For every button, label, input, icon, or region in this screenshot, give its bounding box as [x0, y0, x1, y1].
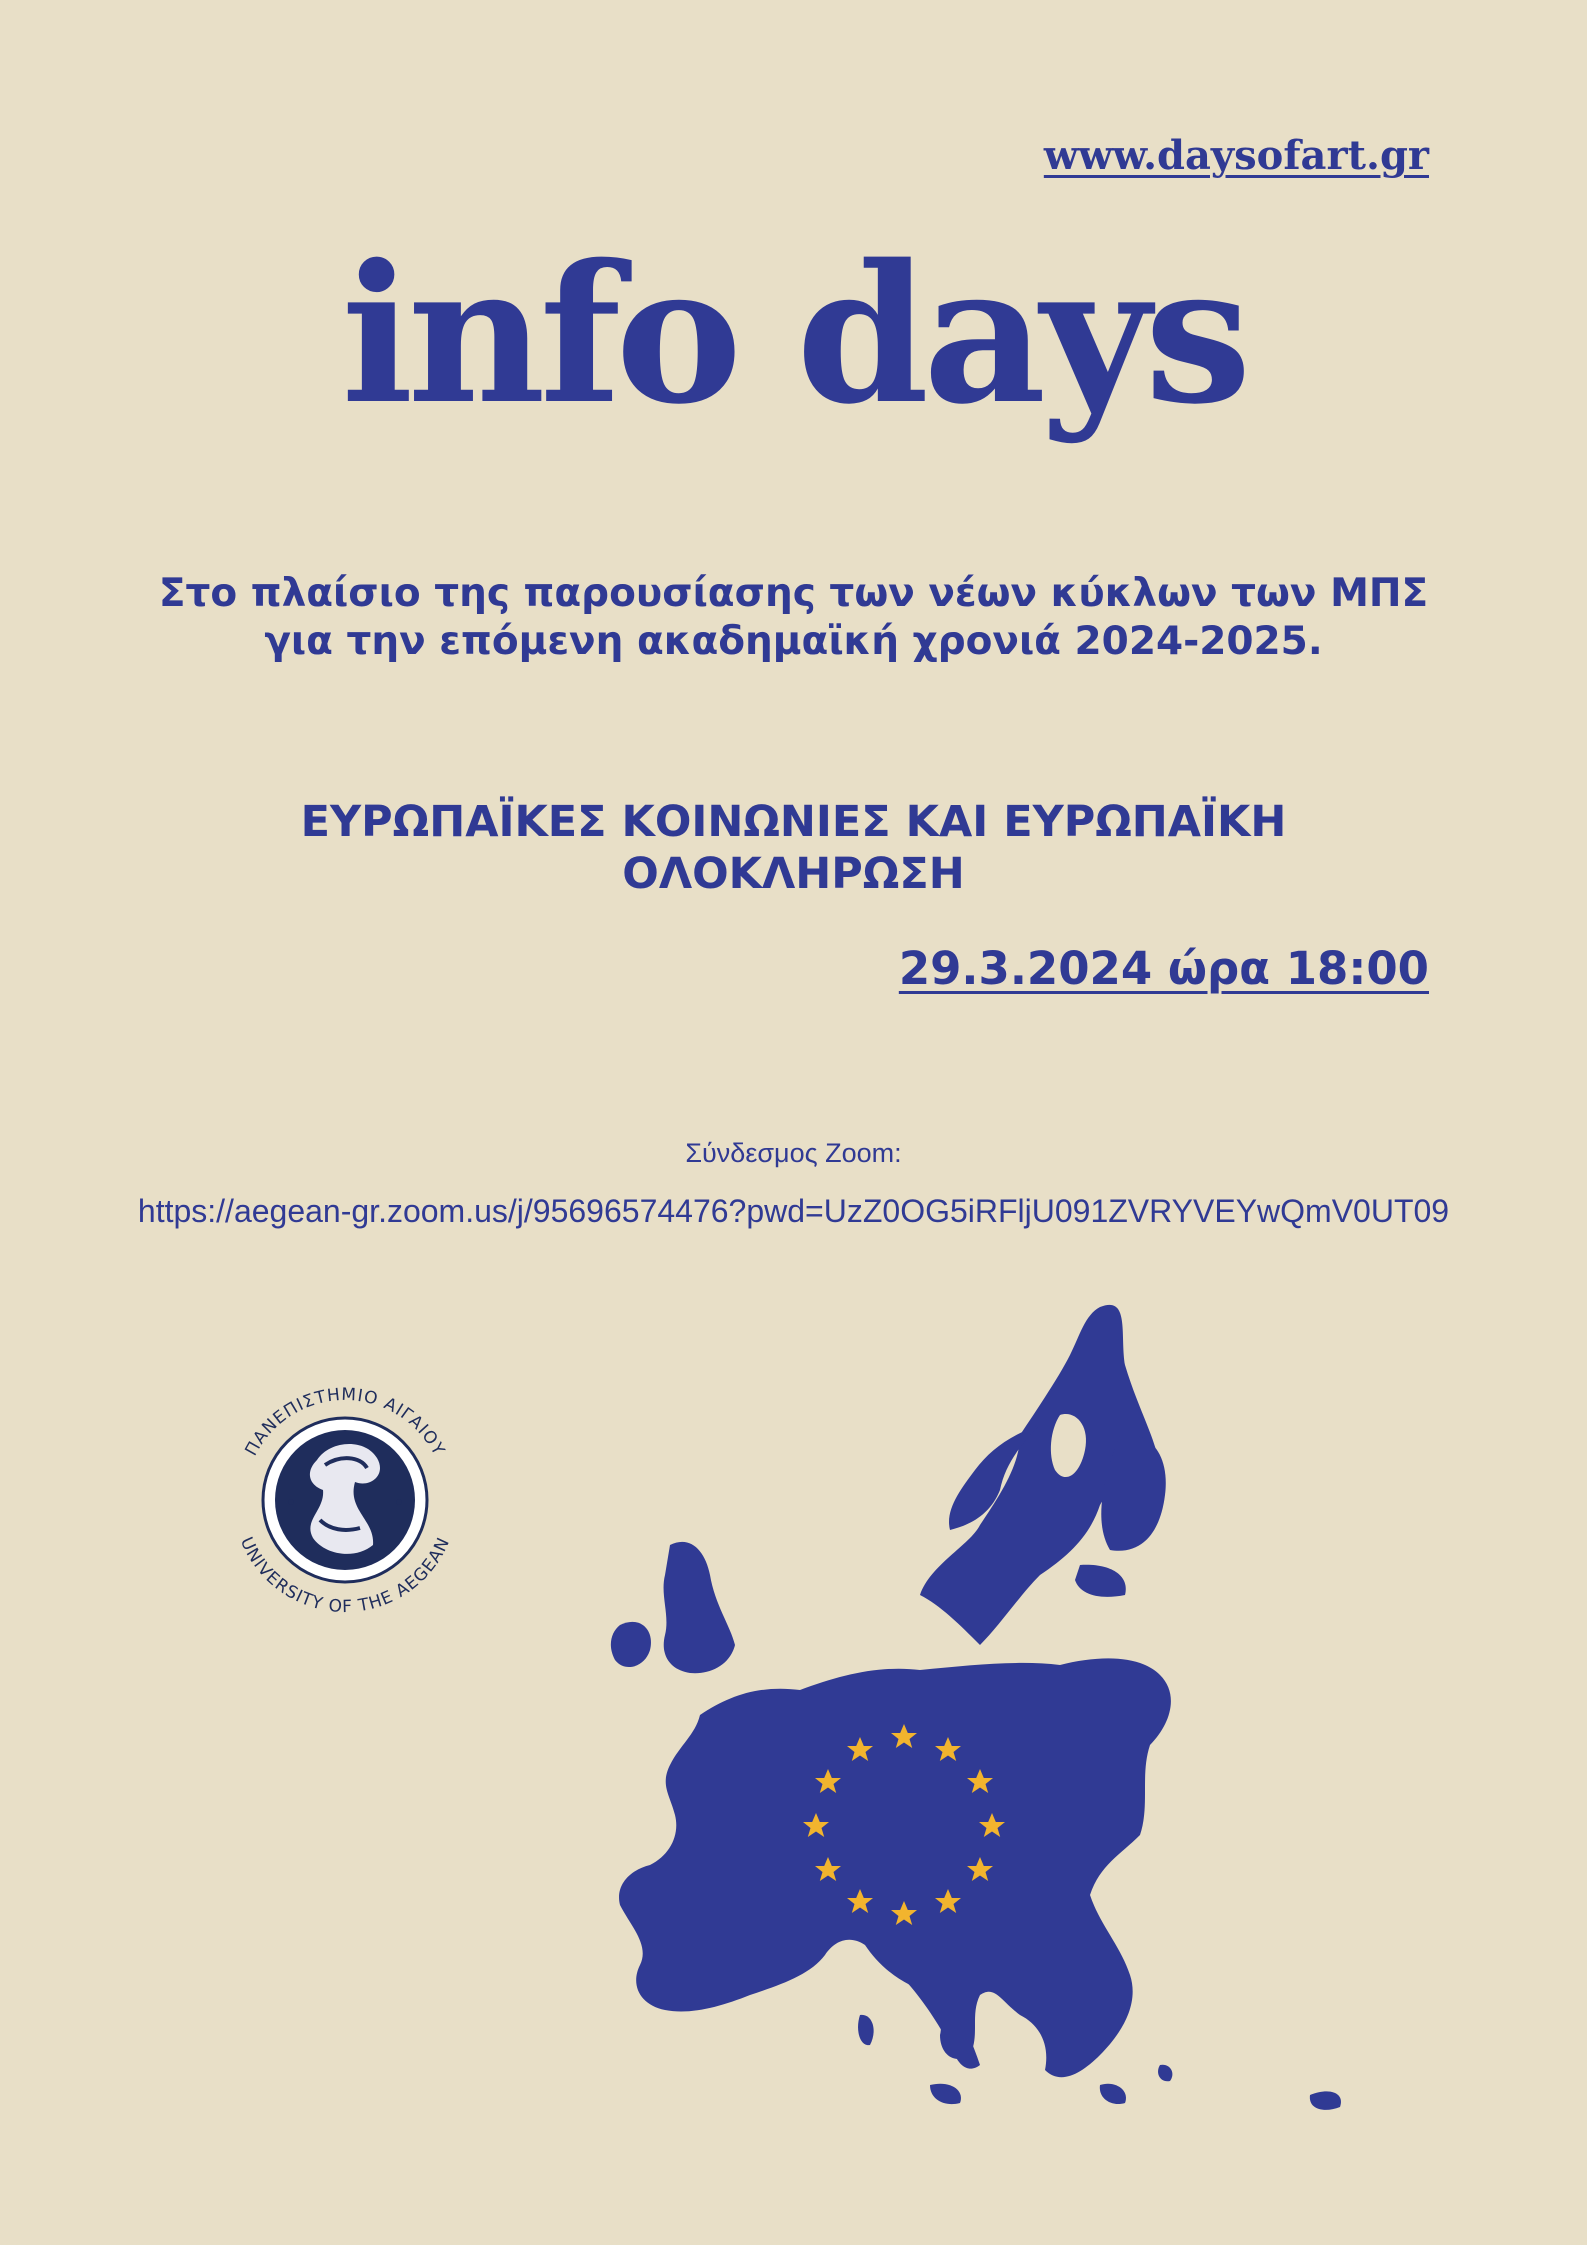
seal-ring	[263, 1418, 427, 1582]
intro-line-2: για την επόμενη ακαδημαϊκή χρονιά 2024-2025.	[264, 619, 1323, 664]
program-line-1: ΕΥΡΩΠΑΪΚΕΣ ΚΟΙΝΩΝΙΕΣ ΚΑΙ ΕΥΡΩΠΑΪΚΗ	[300, 797, 1287, 847]
program-line-2: ΟΛΟΚΛΗΡΩΣΗ	[622, 849, 965, 899]
eu-map-icon	[500, 1295, 1350, 2175]
seal-text-top: ΠΑΝΕΠΙΣΤΗΜΙΟ ΑΙΓΑΙΟΥ	[241, 1384, 449, 1460]
zoom-label: Σύνδεσμος Zoom:	[685, 1138, 902, 1168]
europe-landmass	[611, 1305, 1341, 2110]
seal-text-bottom: UNIVERSITY OF THE AEGEAN	[235, 1534, 455, 1618]
website-link[interactable]: www.daysofart.gr	[1043, 132, 1429, 179]
intro-line-1: Στο πλαίσιο της παρουσίασης των νέων κύκλων των ΜΠΣ	[158, 571, 1429, 616]
page-title: info days	[341, 223, 1246, 446]
event-datetime: 29.3.2024 ώρα 18:00	[898, 942, 1429, 995]
zoom-link[interactable]: https://aegean-gr.zoom.us/j/95696574476?pwd=UzZ0OG5iRFljU091ZVRYVEYwQmV0UT09	[137, 1193, 1450, 1229]
intro-text	[100, 570, 1487, 666]
university-seal-icon	[205, 1360, 485, 1640]
program-title	[100, 796, 1487, 900]
